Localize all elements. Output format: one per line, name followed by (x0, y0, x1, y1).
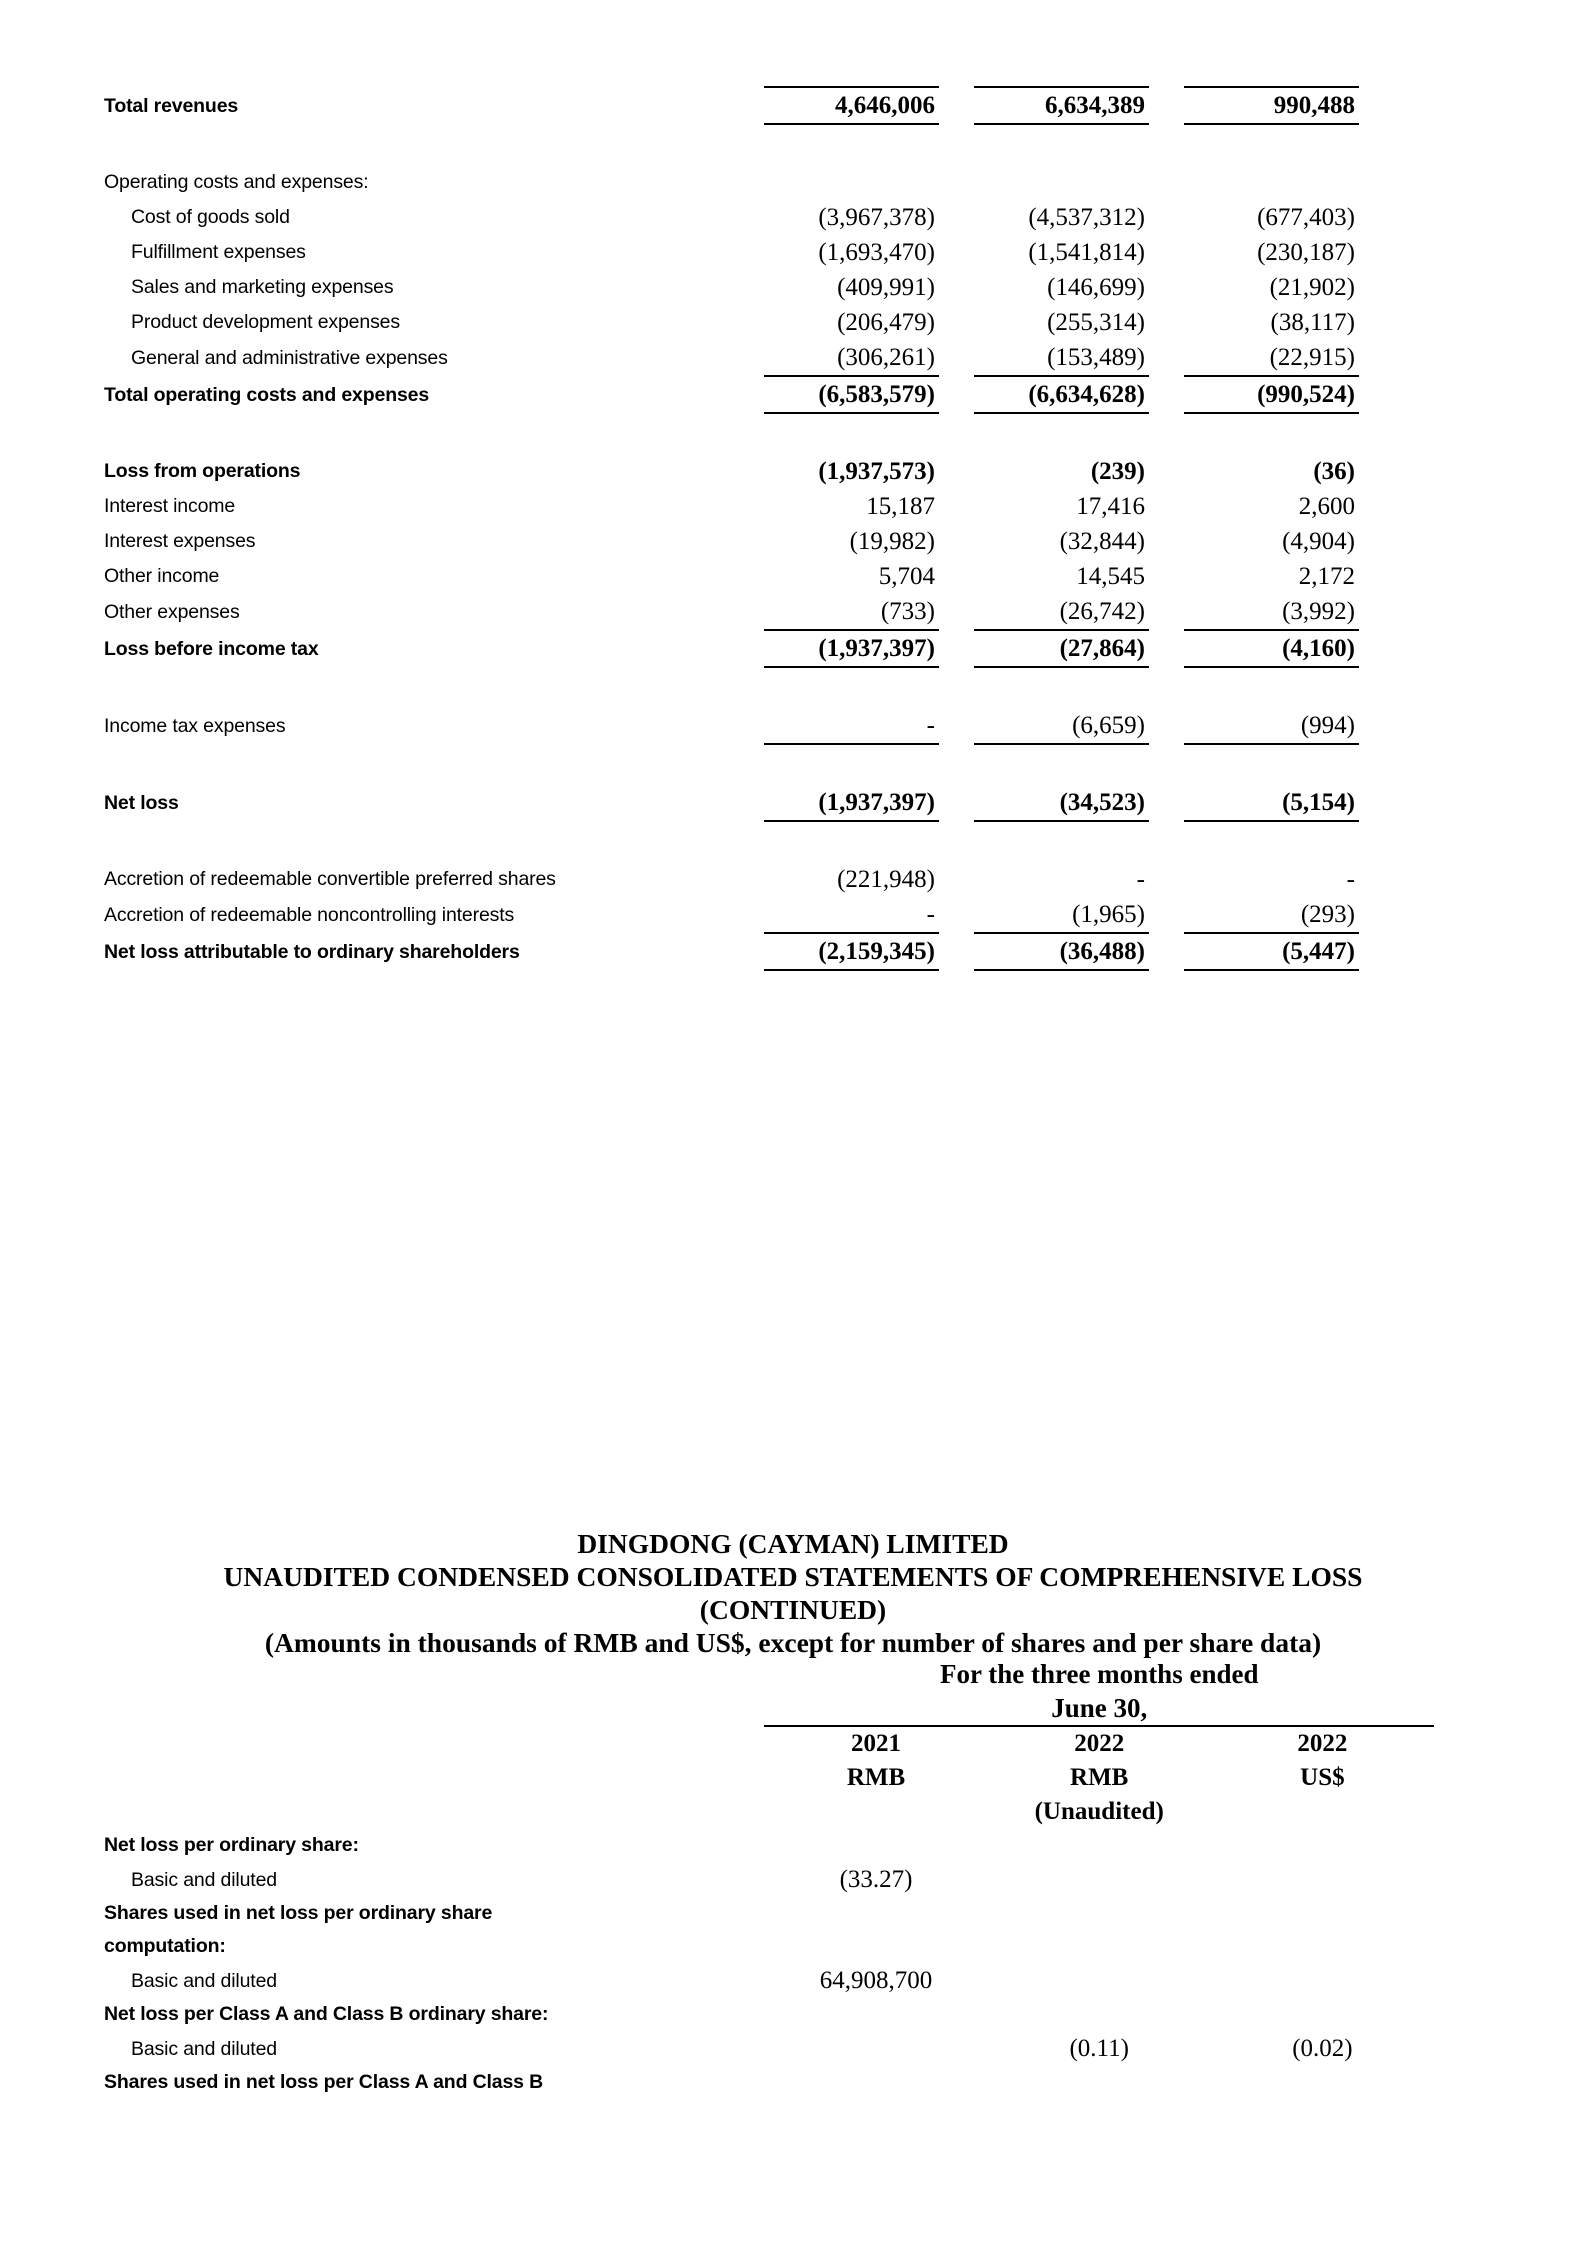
column-years-row (104, 1726, 1434, 1761)
row-label: Interest expenses (104, 530, 256, 552)
table-row (104, 305, 1359, 340)
row-value: (6,583,579) (764, 376, 939, 413)
column-year-2: 2022 (1297, 1730, 1348, 1757)
column-gap (1149, 630, 1184, 667)
row-value: - (1136, 866, 1145, 893)
row-value (988, 1862, 1211, 1897)
column-gap (939, 594, 974, 630)
row-value: (221,948) (837, 866, 935, 893)
row-value (988, 1963, 1211, 1998)
row-value (764, 165, 939, 200)
row-value (1211, 1897, 1434, 1930)
column-gap (1149, 862, 1184, 897)
row-label: Sales and marketing expenses (131, 276, 394, 298)
table-row (104, 785, 1359, 821)
column-gap (939, 559, 974, 594)
row-value: (34,523) (974, 785, 1149, 821)
table-row (104, 1963, 1434, 1998)
units-note: (Amounts in thousands of RMB and US$, except for number of shares and per share data) (264, 1627, 1322, 1658)
row-value: (2,159,345) (764, 933, 939, 970)
column-gap (939, 270, 974, 305)
lower-table (104, 1657, 1434, 2099)
row-value: (146,699) (1047, 274, 1145, 301)
row-label: Other income (104, 565, 220, 587)
column-gap (939, 454, 974, 489)
spacer-cell (104, 1761, 764, 1795)
table-row (104, 87, 1359, 124)
row-label: Net loss per ordinary share: (104, 1834, 359, 1856)
table-row (104, 235, 1359, 270)
row-value (988, 1897, 1211, 1930)
row-value: (33.27) (839, 1866, 913, 1893)
row-label: General and administrative expenses (131, 347, 448, 369)
row-value (1211, 2066, 1434, 2099)
column-year-0: 2021 (851, 1730, 902, 1757)
table-row (104, 165, 1359, 200)
row-label: Accretion of redeemable noncontrolling interests (104, 904, 515, 926)
column-gap (1149, 87, 1184, 124)
row-value: 2,600 (1298, 493, 1355, 520)
column-gap (939, 87, 974, 124)
row-value: (0.11) (1069, 2035, 1129, 2062)
column-gap (1149, 165, 1184, 200)
column-gap (939, 489, 974, 524)
column-gap (939, 708, 974, 744)
row-value: (230,187) (1257, 239, 1355, 266)
row-label: Interest income (104, 495, 236, 517)
row-value: (4,537,312) (1028, 204, 1145, 231)
column-gap (1149, 785, 1184, 821)
period-heading: For the three months ended (939, 1659, 1259, 1689)
row-label: Net loss attributable to ordinary shareholders (104, 941, 520, 963)
row-value: (36,488) (974, 933, 1149, 970)
table-row (104, 933, 1359, 970)
unaudited-row (104, 1795, 1434, 1829)
row-label: Basic and diluted (131, 1970, 277, 1992)
column-currency-2: US$ (1300, 1764, 1345, 1791)
row-value: (1,937,397) (764, 630, 939, 667)
row-value: - (1346, 866, 1355, 893)
table-row (104, 1998, 1434, 2031)
column-gap (939, 340, 974, 376)
column-gap (1149, 340, 1184, 376)
row-value (1211, 1930, 1434, 1963)
row-value (764, 1897, 987, 1930)
column-gap (939, 630, 974, 667)
column-gap (1149, 235, 1184, 270)
row-value: (22,915) (1184, 340, 1359, 376)
row-label: Net loss (104, 792, 179, 814)
row-value: 6,634,389 (974, 87, 1149, 124)
spacer-cell (1211, 1795, 1434, 1829)
table-row (104, 708, 1359, 744)
row-label: Fulfillment expenses (131, 241, 306, 263)
row-value (988, 1998, 1211, 2031)
table-row (104, 862, 1359, 897)
row-value (1211, 1829, 1434, 1862)
row-spacer (104, 744, 1359, 785)
row-spacer (104, 667, 1359, 708)
row-label: Total operating costs and expenses (104, 384, 430, 406)
row-spacer (104, 124, 1359, 165)
column-gap (1149, 376, 1184, 413)
row-value: (27,864) (974, 630, 1149, 667)
column-gap (939, 235, 974, 270)
statement-table-lower (104, 1657, 1434, 2099)
table-row (104, 897, 1359, 933)
row-value (988, 2066, 1211, 2099)
spacer-cell (104, 1691, 764, 1726)
row-value: (255,314) (1047, 309, 1145, 336)
row-value (974, 165, 1149, 200)
spacer-cell (104, 1726, 764, 1761)
row-label: Income tax expenses (104, 715, 286, 737)
row-value: 17,416 (1076, 493, 1145, 520)
table-row (104, 2031, 1434, 2066)
table-row (104, 454, 1359, 489)
row-value: (677,403) (1257, 204, 1355, 231)
column-gap (939, 200, 974, 235)
column-gap (939, 376, 974, 413)
row-label: computation: (104, 1935, 226, 1957)
statement-heading-block (0, 1527, 1586, 1659)
table-row (104, 200, 1359, 235)
row-value: 15,187 (866, 493, 935, 520)
row-value (1211, 1963, 1434, 1998)
table-row (104, 340, 1359, 376)
row-label: Net loss per Class A and Class B ordinary share: (104, 2003, 549, 2025)
column-gap (1149, 524, 1184, 559)
column-currency-1: RMB (1070, 1764, 1129, 1791)
table-row (104, 376, 1359, 413)
row-value: (306,261) (764, 340, 939, 376)
row-label: Shares used in net loss per ordinary share (104, 1902, 493, 1924)
table-row (104, 489, 1359, 524)
row-value: (293) (1184, 897, 1359, 933)
row-value: (206,479) (837, 309, 935, 336)
column-gap (1149, 594, 1184, 630)
row-value: (994) (1184, 708, 1359, 744)
spacer-cell (104, 1795, 764, 1829)
statement-table-upper (104, 86, 1414, 971)
row-value: (5,447) (1184, 933, 1359, 970)
row-value (1211, 1862, 1434, 1897)
row-value: (733) (764, 594, 939, 630)
row-label: Loss before income tax (104, 638, 319, 660)
column-gap (939, 305, 974, 340)
row-value (988, 1829, 1211, 1862)
row-label: Cost of goods sold (131, 206, 290, 228)
row-value: (4,160) (1184, 630, 1359, 667)
row-value: (1,937,397) (764, 785, 939, 821)
row-value: (6,659) (974, 708, 1149, 744)
row-label: Total revenues (104, 95, 239, 117)
table-row (104, 524, 1359, 559)
row-value: (153,489) (974, 340, 1149, 376)
company-name: DINGDONG (CAYMAN) LIMITED (577, 1528, 1009, 1559)
table-row (104, 1862, 1434, 1897)
row-value (764, 2066, 987, 2099)
row-label: Product development expenses (131, 311, 400, 333)
period-heading-row (104, 1657, 1434, 1691)
row-value: (1,693,470) (818, 239, 935, 266)
column-gap (939, 524, 974, 559)
column-currency-row (104, 1761, 1434, 1795)
unaudited-note: (Unaudited) (1034, 1798, 1164, 1825)
row-label: Other expenses (104, 601, 240, 623)
row-spacer (104, 413, 1359, 454)
column-currency-0: RMB (846, 1764, 906, 1791)
row-value: (990,524) (1184, 376, 1359, 413)
row-value (988, 1930, 1211, 1963)
row-value: (1,965) (974, 897, 1149, 933)
table-row (104, 2066, 1434, 2099)
row-value (1184, 165, 1359, 200)
column-gap (1149, 305, 1184, 340)
row-label: Operating costs and expenses: (104, 171, 369, 193)
row-spacer (104, 821, 1359, 862)
row-label: Shares used in net loss per Class A and Class B (104, 2071, 544, 2093)
column-year-1: 2022 (1074, 1730, 1125, 1757)
column-gap (939, 785, 974, 821)
row-value: (239) (1090, 458, 1145, 485)
period-date: June 30, (764, 1691, 1434, 1726)
row-value: (36) (1313, 458, 1355, 485)
spacer-cell (104, 1657, 764, 1691)
column-gap (939, 165, 974, 200)
column-gap (1149, 559, 1184, 594)
row-value: 990,488 (1184, 87, 1359, 124)
row-label: Accretion of redeemable convertible preferred shares (104, 868, 556, 890)
column-gap (1149, 708, 1184, 744)
row-value: (6,634,628) (974, 376, 1149, 413)
row-label: Loss from operations (104, 460, 301, 482)
row-value: (5,154) (1184, 785, 1359, 821)
row-label: Basic and diluted (131, 2038, 277, 2060)
row-value: (4,904) (1282, 528, 1355, 555)
row-value (1211, 1998, 1434, 2031)
row-value: 2,172 (1298, 563, 1355, 590)
row-value: (3,992) (1184, 594, 1359, 630)
column-gap (1149, 489, 1184, 524)
row-value: (26,742) (974, 594, 1149, 630)
table-row (104, 270, 1359, 305)
statement-title: UNAUDITED CONDENSED CONSOLIDATED STATEMENTS OF COMPREHENSIVE LOSS (223, 1561, 1363, 1592)
column-gap (1149, 933, 1184, 970)
column-gap (1149, 454, 1184, 489)
spacer-cell (764, 1795, 987, 1829)
row-value: (38,117) (1270, 309, 1355, 336)
row-value: (1,937,573) (818, 458, 935, 485)
column-gap (1149, 270, 1184, 305)
table-row (104, 1829, 1434, 1862)
column-gap (1149, 200, 1184, 235)
row-value (764, 1998, 987, 2031)
row-value: (0.02) (1292, 2035, 1353, 2062)
row-value: 14,545 (1076, 563, 1145, 590)
row-value: (21,902) (1269, 274, 1355, 301)
table-row (104, 1930, 1434, 1963)
column-gap (939, 862, 974, 897)
row-value (764, 2031, 987, 2066)
row-value: (3,967,378) (818, 204, 935, 231)
table-row (104, 630, 1359, 667)
row-value: 64,908,700 (819, 1967, 933, 1994)
row-value: - (764, 897, 939, 933)
row-value: - (764, 708, 939, 744)
period-date-row (104, 1691, 1434, 1726)
row-value (764, 1829, 987, 1862)
upper-table (104, 86, 1359, 971)
continued-label: (CONTINUED) (699, 1594, 887, 1625)
column-gap (939, 933, 974, 970)
row-value: (32,844) (1059, 528, 1145, 555)
table-row (104, 1897, 1434, 1930)
table-row (104, 594, 1359, 630)
row-value: 5,704 (878, 563, 935, 590)
row-label: Basic and diluted (131, 1869, 277, 1891)
column-gap (1149, 897, 1184, 933)
table-row (104, 559, 1359, 594)
column-gap (939, 897, 974, 933)
row-value (764, 1930, 987, 1963)
row-value: (1,541,814) (1028, 239, 1145, 266)
row-value: (409,991) (837, 274, 935, 301)
row-value: 4,646,006 (764, 87, 939, 124)
row-value: (19,982) (849, 528, 935, 555)
